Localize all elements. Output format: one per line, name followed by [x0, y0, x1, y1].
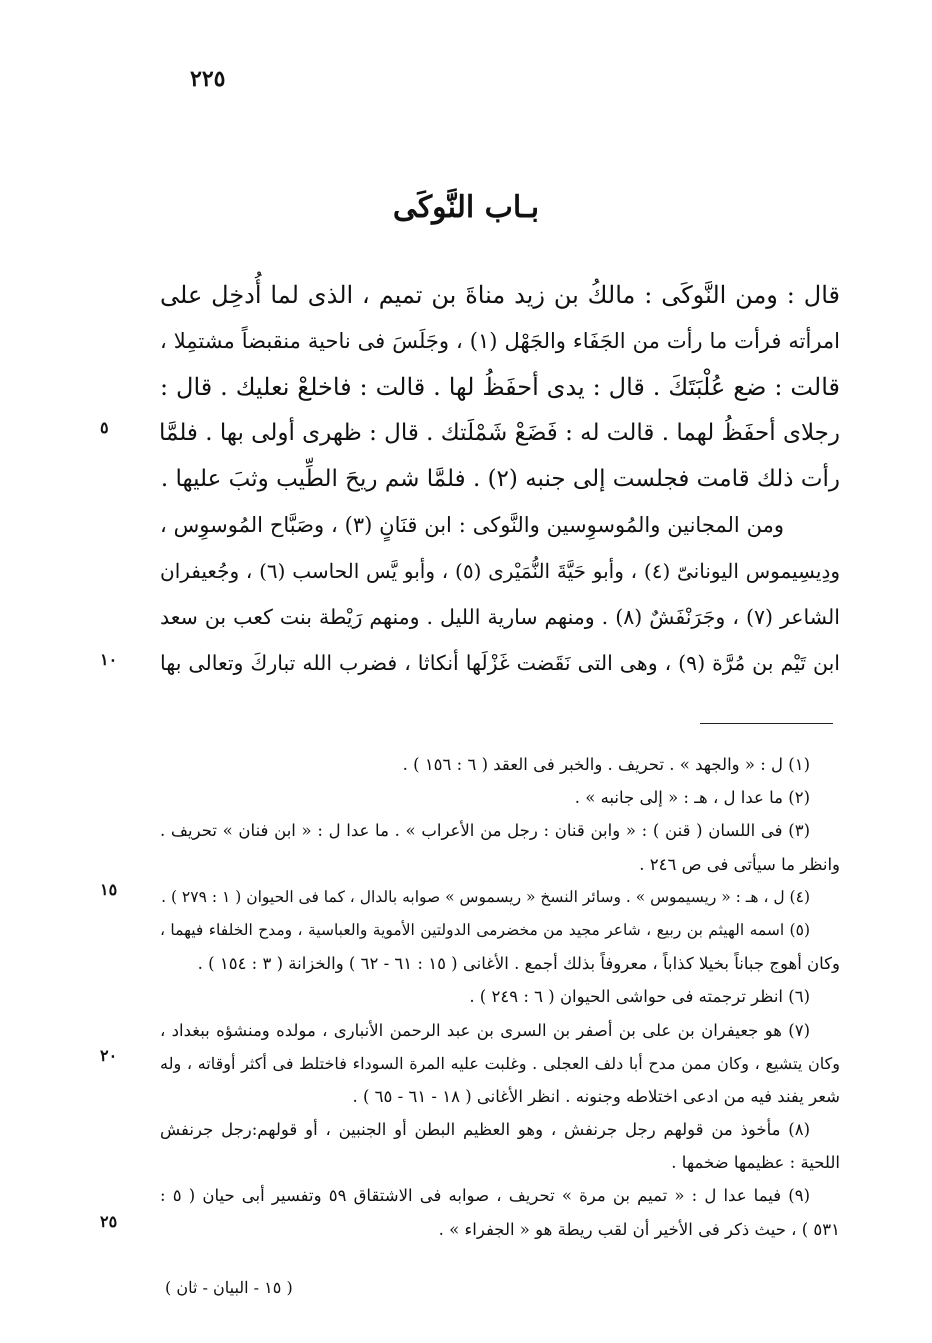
body-line: ودِيسِيموس اليونانىّ (٤) ، وأبو حَيَّةَ النُّمَيْرى (٥) ، وأبو يَّس الحاسب (٦) ، وجُعيفران	[160, 559, 841, 583]
body-text	[160, 272, 840, 686]
footnote-line: (٧) هو جعيفران بن على بن أصفر بن السرى بن عبد الرحمن الأنبارى ، مولده ومنشؤه ببغداد ،	[160, 1020, 810, 1040]
line-number-marker: ٢٠	[100, 1046, 118, 1065]
body-line: ابن تَيْم بن مُرَّة (٩) ، وهى التى نَقَضت غَزْلَها أنكاثا ، فضرب الله تباركَ وتعالى بها	[160, 651, 840, 675]
body-line: امرأته فرأت ما رأت من الجَفَاء والجَهْل (١) ، وجَلَسَ فى ناحية منقبضاً مشتمِلا ،	[160, 329, 840, 353]
body-line: الشاعر (٧) ، وجَرَنْفَشٌ (٨) . ومنهم سارية الليل . ومنهم رَيْطة بنت كعب بن سعد	[160, 605, 840, 629]
footnote-line: اللحية : عظيمها ضخمها .	[671, 1153, 840, 1173]
printer-signature: ( ١٥ - البيان - ثان )	[165, 1278, 293, 1297]
page-number: ٢٢٥	[190, 66, 226, 92]
body-line: قالت : ضع عُلْبَتَكَ . قال : يدى أحفَظُ لها . قالت : فاخلعْ نعليك . قال :	[160, 373, 840, 401]
footnote-line: (٥) اسمه الهيثم بن ربيع ، شاعر مجيد من مخضرمى الدولتين الأموية والعباسية ، ومدح الخلفاء فيهما ،	[160, 920, 810, 939]
footnotes	[160, 748, 840, 1246]
footnote-line: ٥٣١ ) ، حيث ذكر فى الأخير أن لقب ريطة هو « الجفراء » .	[438, 1219, 840, 1239]
line-number-marker: ٢٥	[100, 1212, 118, 1231]
line-number-marker: ١٥	[100, 880, 118, 899]
footnote-line: (٨) مأخوذ من قولهم رجل جرنفش ، وهو العظيم البطن أو الجنبين ، أو قولهم:رجل جرنفش	[160, 1120, 810, 1140]
body-line: ومن المجانين والمُوسوِسين والنَّوكى : ابن قنَانٍ (٣) ، وصَبَّاح المُوسوِس ،	[160, 513, 784, 537]
body-line: قال : ومن النَّوكَى : مالكُ بن زيد مناةَ بن تميم ، الذى لما أُدخِل على	[160, 281, 840, 309]
footnote-line: (٤) ل ، هـ : « ريسيموس » . وسائر النسخ « ريسموس » صوابه بالدال ، كما فى الحيوان ( ١ : ٢٧٩ ) .	[161, 887, 810, 906]
footnote-line: (٦) انظر ترجمته فى حواشى الحيوان ( ٦ : ٢٤٩ ) .	[469, 987, 810, 1007]
footnote-line: (١) ل : « والجهد » . تحريف . والخبر فى العقد ( ٦ : ١٥٦ ) .	[402, 755, 810, 774]
chapter-title: بـاب النَّوكَى	[392, 190, 540, 225]
footnote-line: (٢) ما عدا ل ، هـ : « إلى جانبه » .	[574, 788, 810, 808]
footnote-line: وكان يتشيع ، وكان ممن مدح أبا دلف العجلى . وغلبت عليه المرة السوداء فاختلط فى أكثر أوقاته ، وله	[160, 1053, 841, 1073]
body-line: رجلاى أحفَظُ لهما . قالت له : فَضَعْ شَمْلَتك . قال : ظهرى أولى بها . فلمَّا	[159, 420, 840, 446]
footnote-separator	[700, 723, 833, 724]
line-number-marker: ٥	[100, 418, 109, 437]
footnote-line: (٣) فى اللسان ( قنن ) : « وابن قنان : رجل من الأعراب » . ما عدا ل : « ابن فنان » تحريف .	[160, 821, 810, 841]
body-line: رأت ذلك قامت فجلست إلى جنبه (٢) . فلمَّا شم ريحَ الطِّيب وثبَ عليها .	[160, 466, 840, 492]
footnote-line: (٩) فيما عدا ل : « تميم بن مرة » تحريف ، صوابه فى الاشتقاق ٥٩ وتفسير أبى حيان ( ٥ :	[160, 1186, 811, 1206]
footnote-line: وكان أهوج جباناً بخيلا كذاباً ، معروفاً بذلك أجمع . الأغانى ( ١٥ : ٦١ - ٦٢ ) والخزانة ( ٣ : ١٥٤ ) .	[197, 954, 840, 974]
line-number-marker: ١٠	[100, 650, 118, 669]
footnote-line: شعر يفند فيه من ادعى اختلاطه وجنونه . انظر الأغانى ( ١٨ - ٦١ - ٦٥ ) .	[352, 1086, 840, 1106]
footnote-line: وانظر ما سيأتى فى ص ٢٤٦ .	[639, 854, 840, 874]
